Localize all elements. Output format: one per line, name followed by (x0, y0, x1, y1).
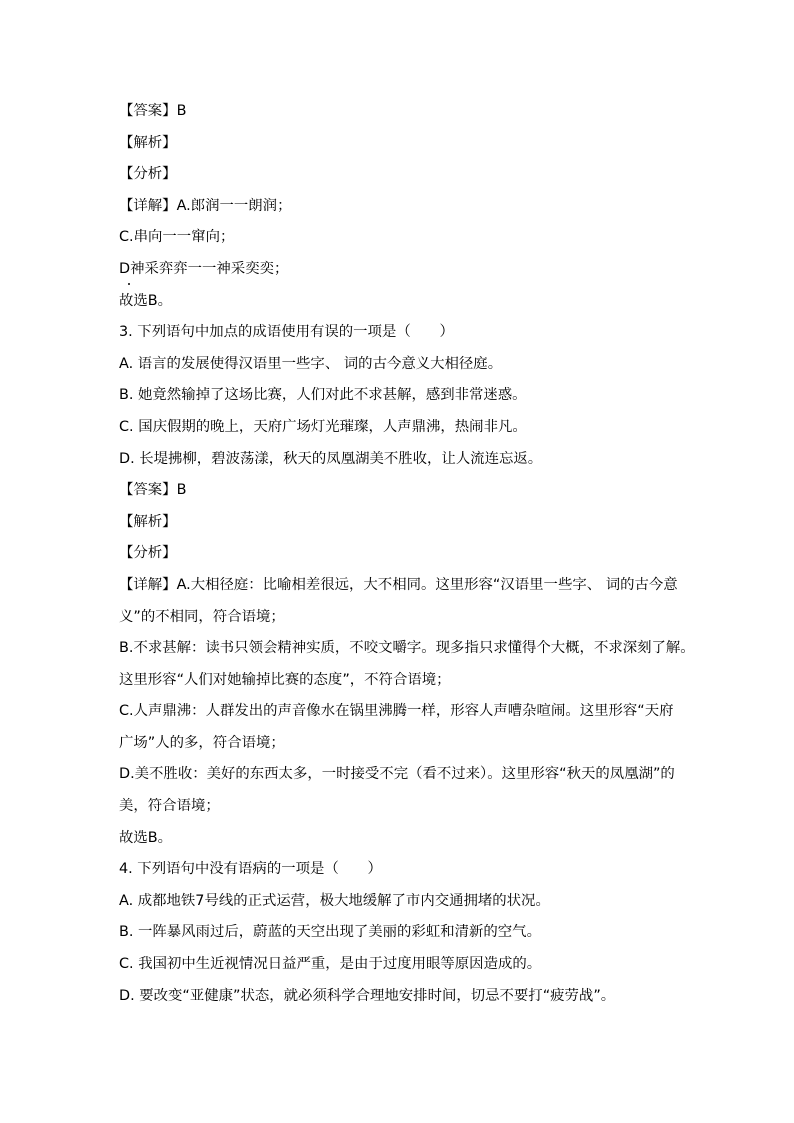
text-line: 【答案】B (119, 482, 187, 499)
text-line: D. 要改变“亚健康”状态，就必须科学合理地安排时间，切忌不要打“疲劳战”。 (119, 987, 616, 1004)
document-page (119, 96, 695, 1012)
text-line: A. 成都地铁7号线的正式运营，极大地缓解了市内交通拥堵的状况。 (119, 892, 550, 909)
text-line: 【分析】 (119, 545, 177, 562)
text-line: B. 她竟然输掉了这场比赛，人们对此不求甚解，感到非常迷惑。 (119, 387, 527, 404)
text-line: 故选B。 (119, 292, 173, 309)
text-line: 【解析】 (119, 513, 177, 530)
text-line: D.美不胜收：美好的东西太多，一时接受不完（看不过来）。这里形容“秋天的凤凰湖”的 (119, 766, 675, 783)
text-line: 【解析】 (119, 134, 177, 151)
text-line: 广场”人的多，符合语境； (119, 734, 285, 751)
text-line: A. 语言的发展使得汉语里一些字、 词的古今意义大相径庭。 (119, 355, 503, 372)
emphasis-dot (128, 283, 130, 285)
text-line: 【详解】A.大相径庭：比喻相差很远，大不相同。这里形容“汉语里一些字、 词的古今意 (119, 576, 678, 593)
text-line: C.串向一一窜向； (119, 229, 235, 246)
text-line: D. 长堤拂柳，碧波荡漾，秋天的凤凰湖美不胜收，让人流连忘返。 (119, 450, 543, 467)
text-line: 【答案】B (119, 103, 187, 119)
text-line: 【分析】 (119, 166, 177, 183)
text-line: C. 国庆假期的晚上，天府广场灯光璀璨，人声鼎沸，热闹非凡。 (119, 418, 527, 435)
document-body (119, 96, 695, 1012)
text-line: B.不求甚解：读书只领会精神实质，不咬文嚼字。现多指只求懂得个大概，不求深刻了解。 (119, 640, 695, 657)
text-line: C. 我国初中生近视情况日益严重，是由于过度用眼等原因造成的。 (119, 956, 542, 973)
text-line: 美，符合语境； (119, 798, 220, 815)
text-line: 3. 下列语句中加点的成语使用有误的一项是（ ） (119, 324, 454, 341)
text-line: 这里形容“人们对她输掉比赛的态度”，不符合语境； (119, 671, 451, 688)
text-line: D神采弈弈一一神采奕奕； (119, 260, 289, 277)
text-line: B. 一阵暴风雨过后，蔚蓝的天空出现了美丽的彩虹和清新的空气。 (119, 924, 541, 941)
text-line: 【详解】A.郎润一一朗润； (119, 197, 292, 214)
text-line: 义”的不相同，符合语境； (119, 608, 285, 625)
text-line: 4. 下列语句中没有语病的一项是（ ） (119, 861, 382, 878)
text-line: 故选B。 (119, 829, 173, 846)
text-line: C.人声鼎沸：人群发出的声音像水在锅里沸腾一样，形容人声嘈杂喧闹。这里形容“天府 (119, 703, 674, 720)
